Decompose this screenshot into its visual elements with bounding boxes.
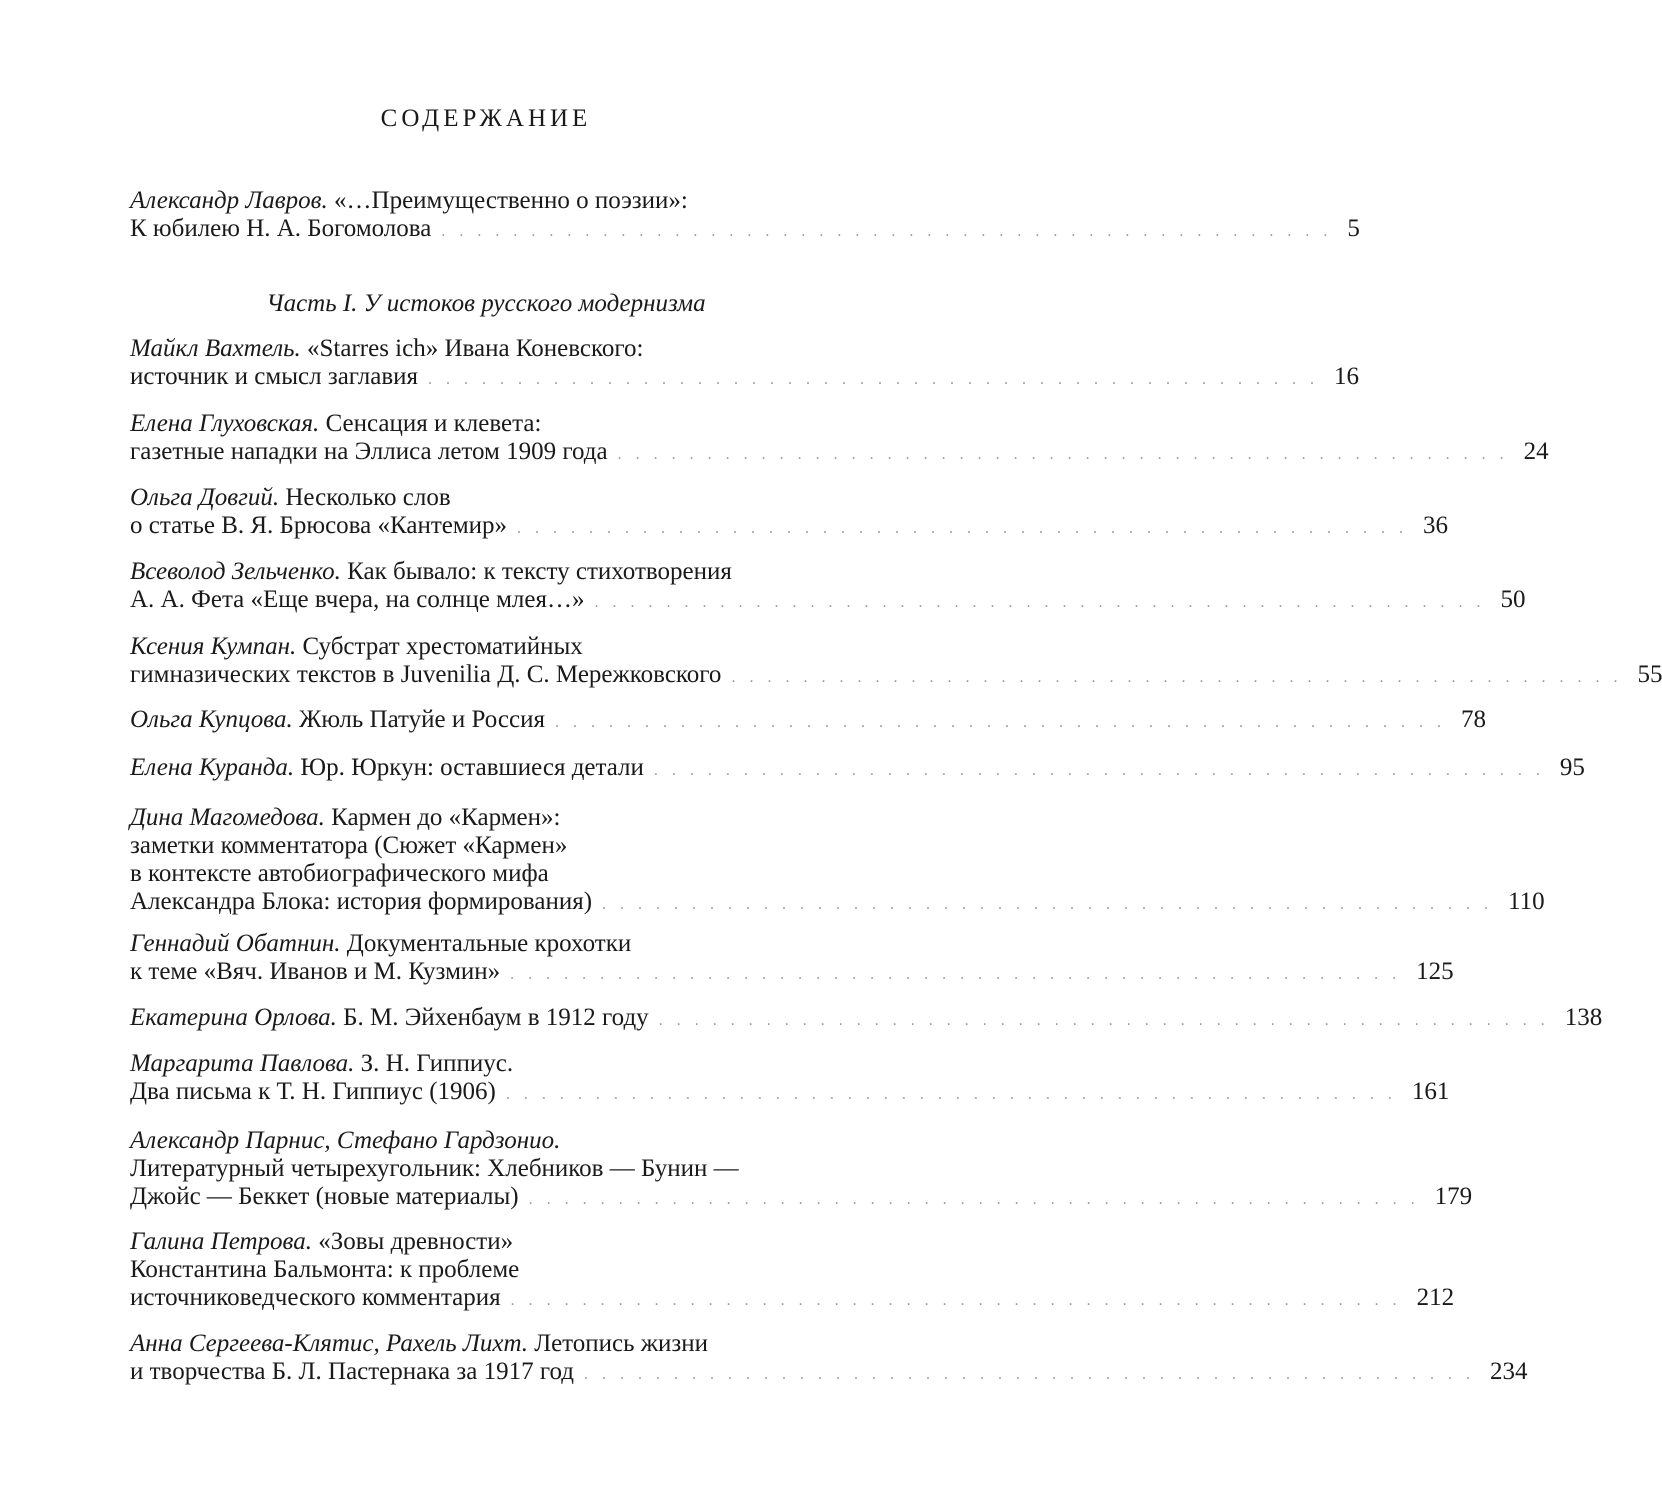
entry-title-end: А. А. Фета «Еще вчера, на солнце млея…»	[130, 586, 585, 613]
dot-leader: ..................................................	[428, 371, 1329, 388]
entry-title-end: газетные нападки на Эллиса летом 1909 года	[130, 438, 608, 465]
entry-title: Кармен до «Кармен»:	[324, 804, 561, 831]
entry-author: Александр Парнис, Стефано Гардзонио.	[130, 1127, 561, 1154]
dot-leader: ..................................................	[583, 1366, 1484, 1383]
entry-title-continued	[130, 586, 584, 614]
page-number: 234	[1489, 1358, 1528, 1385]
entry-last-line	[130, 661, 1662, 689]
entry-title-continued	[130, 438, 608, 466]
entry-last-line	[130, 1284, 1455, 1312]
entry-title-continued	[130, 754, 644, 782]
page-number: 212	[1416, 1284, 1455, 1311]
toc-entry-intro	[130, 187, 1360, 243]
page-number: 5	[1347, 215, 1360, 242]
entry-middle-line: Константина Бальмонта: к проблеме	[130, 1256, 520, 1283]
toc-entry	[130, 930, 1454, 986]
entry-title: «Starres ich» Ивана Коневского:	[300, 335, 644, 362]
entry-last-line	[130, 1183, 1473, 1211]
toc-entry	[130, 706, 1486, 734]
entry-first-line	[130, 804, 842, 832]
toc-entry	[130, 754, 1585, 782]
entry-first-line	[130, 930, 842, 958]
entry-author: Александр Лавров.	[130, 187, 328, 214]
entry-title-end: Жюль Патуйе и Россия	[292, 706, 545, 733]
dot-leader: ..................................................	[658, 1012, 1559, 1029]
page-number: 110	[1508, 888, 1545, 915]
entry-title: «…Преимущественно о поэзии»:	[327, 187, 688, 214]
entry-last-line	[130, 586, 1526, 614]
entry-title-end: и творчества Б. Л. Пастернака за 1917 год	[130, 1358, 574, 1385]
page-number: 24	[1523, 438, 1549, 465]
page-number: 125	[1416, 958, 1454, 985]
entry-title: Сенсация и клевета:	[319, 410, 542, 437]
page-number: 179	[1434, 1183, 1473, 1210]
entry-title-end: гимназических текстов в Juvenilia Д. С. Мережковского	[130, 661, 722, 688]
entry-title-continued	[130, 1183, 519, 1211]
entry-first-line	[130, 1127, 842, 1155]
entry-title: «Зовы древности»	[311, 1228, 514, 1255]
entry-title: Летопись жизни	[528, 1330, 709, 1357]
entry-author: Ольга Купцова.	[130, 706, 293, 733]
entry-title-continued	[130, 363, 418, 391]
entry-title: З. Н. Гиппиус.	[354, 1050, 514, 1077]
entry-author: Елена Куранда.	[130, 754, 295, 781]
dot-leader: ..................................................	[594, 594, 1495, 611]
page-title: СОДЕРЖАНИЕ	[380, 105, 592, 132]
entry-title-continued	[130, 1358, 574, 1386]
entry-last-line	[130, 706, 1486, 734]
entry-title-end: к теме «Вяч. Иванов и М. Кузмин»	[130, 958, 501, 985]
entry-first-line	[130, 1050, 842, 1078]
entry-last-line	[130, 1358, 1528, 1386]
toc-entry	[130, 633, 1662, 689]
toc-entry	[130, 1050, 1450, 1106]
entry-title-continued	[130, 512, 507, 540]
dot-leader: ..................................................	[617, 446, 1518, 463]
entry-last-line	[130, 512, 1449, 540]
entry-title-end: Б. М. Эйхенбаум в 1912 году	[336, 1004, 649, 1031]
entry-author: Елена Глуховская.	[130, 410, 320, 437]
entry-title: Несколько слов	[279, 484, 451, 511]
entry-title-continued: К юбилею Н. А. Богомолова	[130, 215, 432, 242]
entry-title: Как бывало: к тексту стихотворения	[340, 558, 732, 585]
entry-title-end: Джойс — Беккет (новые материалы)	[130, 1183, 519, 1210]
entry-last-line	[130, 438, 1549, 466]
page-number: 78	[1460, 706, 1486, 733]
entry-title-continued	[130, 1078, 496, 1106]
entry-title-continued	[130, 958, 500, 986]
entry-title-end: о статье В. Я. Брюсова «Кантемир»	[130, 512, 508, 539]
entry-author: Галина Петрова.	[130, 1228, 312, 1255]
entry-author: Геннадий Обатнин.	[130, 930, 341, 957]
entry-first-line	[130, 558, 842, 586]
page-number: 36	[1423, 512, 1449, 539]
part-heading: Часть I. У истоков русского модернизма	[266, 290, 706, 317]
entry-first-line	[130, 1330, 842, 1358]
toc-entry	[130, 410, 1549, 466]
entry-author: Маргарита Павлова.	[130, 1050, 355, 1077]
entry-title-end: Александра Блока: история формирования)	[130, 888, 593, 915]
entry-last-line	[130, 1078, 1450, 1106]
entry-first-line	[130, 484, 842, 512]
entry-author: Анна Сергеева-Клятис, Рахель Лихт.	[130, 1330, 529, 1357]
toc-entry	[130, 484, 1449, 540]
dot-leader: ..................................................	[731, 669, 1632, 686]
toc-entry	[130, 335, 1360, 391]
entry-title-continued	[130, 1004, 649, 1032]
toc-entry	[130, 1127, 1473, 1211]
entry-title-continued	[130, 661, 721, 689]
dot-leader: ..................................................	[505, 1086, 1406, 1103]
entry-author: Ксения Кумпан.	[130, 633, 297, 660]
page-number: 95	[1559, 754, 1585, 781]
page-number: 161	[1411, 1078, 1450, 1105]
page-number: 50	[1500, 586, 1526, 613]
toc-entry	[130, 558, 1526, 614]
entry-title-continued	[130, 706, 545, 734]
entry-middle-line: Литературный четырехугольник: Хлебников — Бунин —	[130, 1155, 739, 1182]
page-number: 138	[1564, 1004, 1603, 1031]
toc-entry	[130, 1228, 1455, 1312]
entry-title-end: источниковедческого комментария	[130, 1284, 501, 1311]
entry-first-line	[130, 335, 842, 363]
toc-entry	[130, 804, 1545, 916]
entry-author: Дина Магомедова.	[130, 804, 325, 831]
entry-author: Майкл Вахтель.	[130, 335, 301, 362]
entry-middle-line: в контексте автобиографического мифа	[130, 860, 549, 887]
entry-title-end: Юр. Юркун: оставшиеся детали	[294, 754, 644, 781]
dot-leader: ..................................................	[517, 520, 1418, 537]
entry-title: Субстрат хрестоматийных	[296, 633, 583, 660]
entry-last-line	[130, 1004, 1603, 1032]
dot-leader: ..................................................	[554, 714, 1455, 731]
entry-first-line	[130, 410, 842, 438]
toc-entry	[130, 1330, 1528, 1386]
entry-first-line	[130, 1228, 842, 1256]
page-number: 16	[1334, 363, 1360, 390]
dot-leader: ..................................................	[602, 896, 1503, 913]
entry-first-line	[130, 633, 842, 661]
dot-leader: ..................................................	[528, 1191, 1429, 1208]
entry-title-end: Два письма к Т. Н. Гиппиус (1906)	[130, 1078, 496, 1105]
entry-last-line	[130, 754, 1585, 782]
entry-author: Всеволод Зельченко.	[130, 558, 341, 585]
entry-last-line	[130, 888, 1545, 916]
entry-author: Екатерина Орлова.	[130, 1004, 337, 1031]
entry-title-continued	[130, 1284, 501, 1312]
dot-leader: ..................................................	[510, 1292, 1411, 1309]
entry-middle-line: заметки комментатора (Сюжет «Кармен»	[130, 832, 568, 859]
entry-last-line	[130, 363, 1360, 391]
dot-leader: ..................................................	[510, 966, 1411, 983]
entry-title: Документальные крохотки	[340, 930, 632, 957]
entry-title-end: источник и смысл заглавия	[130, 363, 419, 390]
entry-author: Ольга Довгий.	[130, 484, 280, 511]
dot-leader: ..................................................	[653, 762, 1554, 779]
entry-last-line	[130, 958, 1454, 986]
toc-entry	[130, 1004, 1603, 1032]
dot-leader: ..................................................	[441, 223, 1342, 240]
entry-title-continued	[130, 888, 592, 916]
page-number: 55	[1637, 661, 1662, 688]
